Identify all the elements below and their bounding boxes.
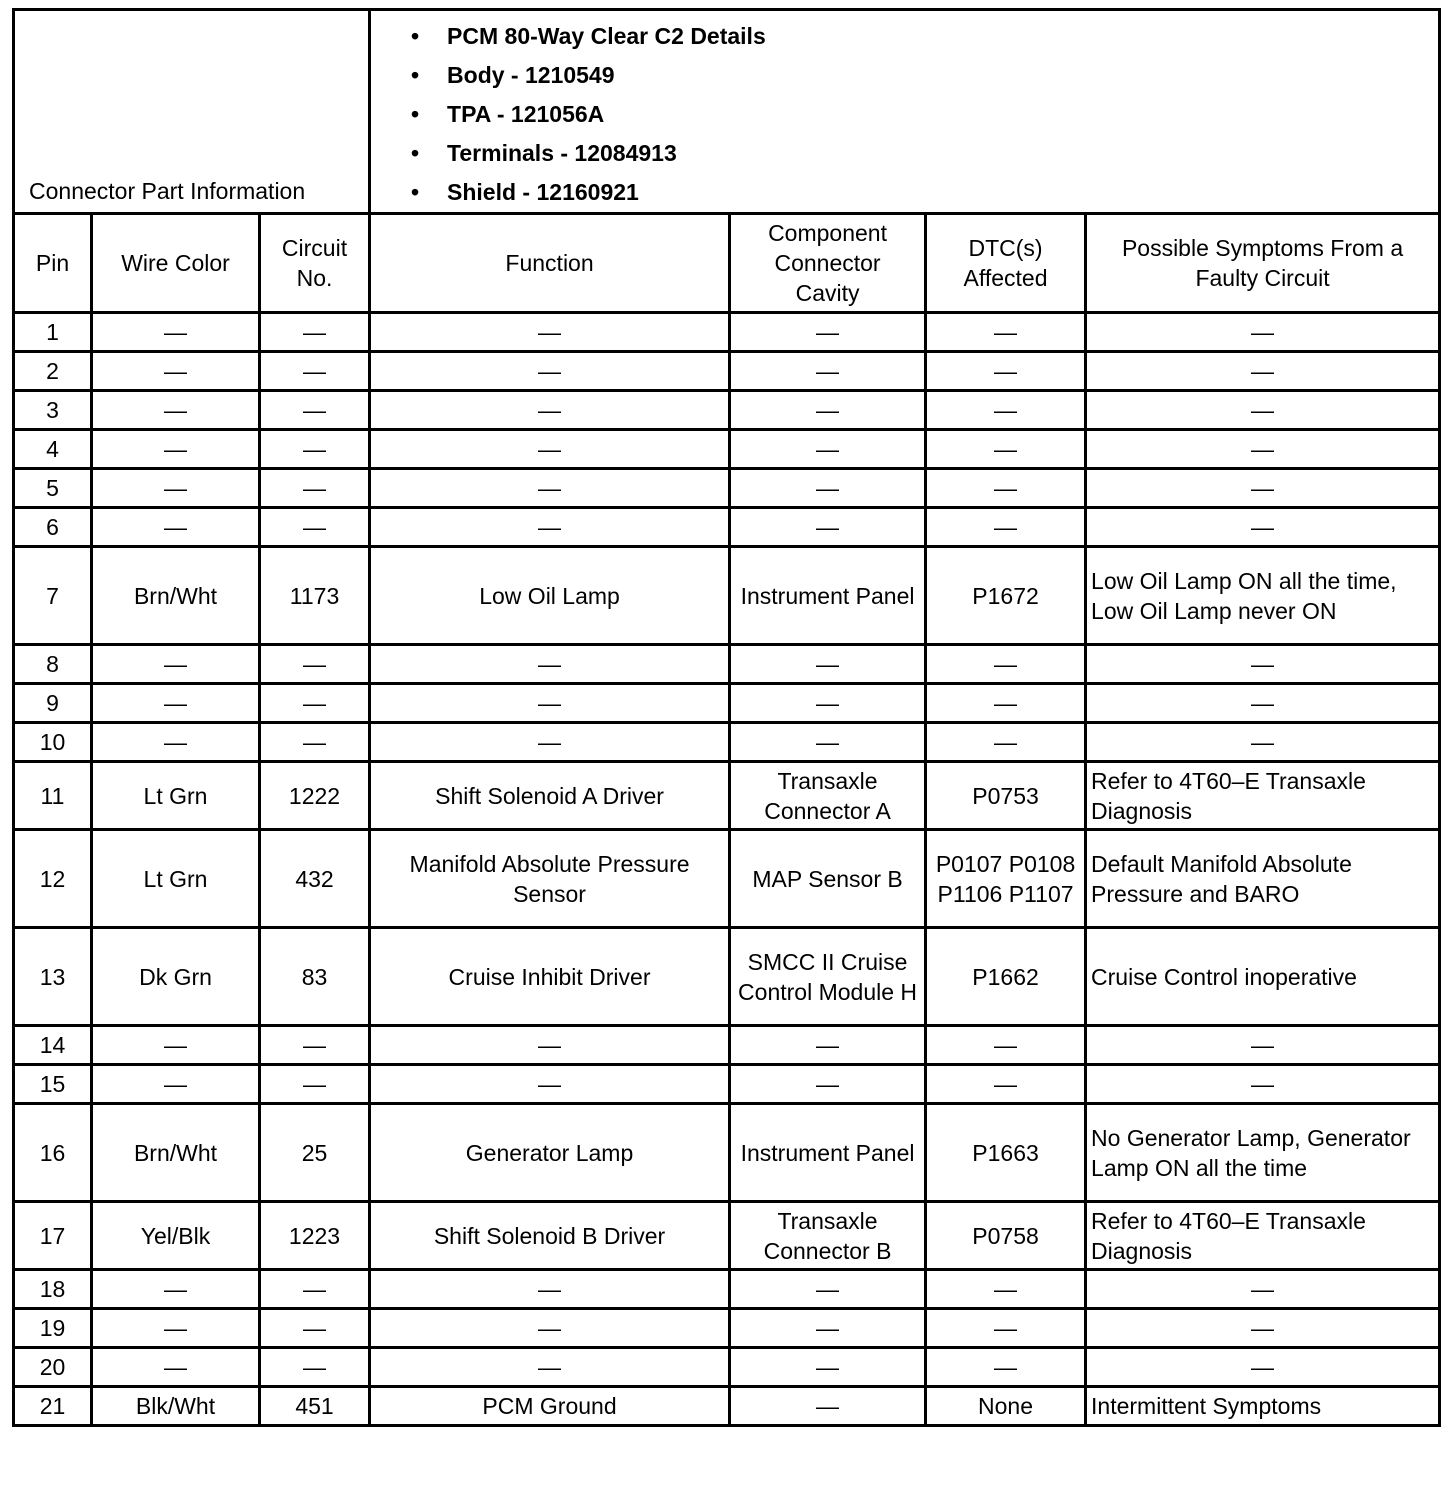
- circuit-cell: —: [260, 1348, 370, 1387]
- function-cell: Shift Solenoid B Driver: [370, 1202, 730, 1270]
- function-cell: —: [370, 723, 730, 762]
- circuit-cell: 432: [260, 830, 370, 928]
- table-row: [14, 547, 1440, 645]
- table-row: [14, 762, 1440, 830]
- circuit-cell: —: [260, 430, 370, 469]
- dtc-cell: P1662: [926, 928, 1086, 1026]
- col-header-function: Function: [370, 214, 730, 313]
- symptoms-cell: Default Manifold Absolute Pressure and BARO: [1086, 830, 1440, 928]
- wire-color-cell: —: [92, 1309, 260, 1348]
- circuit-cell: 1223: [260, 1202, 370, 1270]
- function-cell: —: [370, 313, 730, 352]
- circuit-cell: 451: [260, 1387, 370, 1426]
- col-header-symptoms-line1: Possible Symptoms From a: [1121, 235, 1404, 261]
- wire-color-cell: —: [92, 684, 260, 723]
- function-cell: —: [370, 1065, 730, 1104]
- pin-cell: 1: [14, 313, 92, 352]
- column-header-row: [14, 214, 1440, 313]
- wire-color-cell: —: [92, 430, 260, 469]
- function-cell: —: [370, 1348, 730, 1387]
- table-row: [14, 1202, 1440, 1270]
- table-row: [14, 1387, 1440, 1426]
- pin-cell: 8: [14, 645, 92, 684]
- wire-color-cell: —: [92, 469, 260, 508]
- connector-info-row: [14, 10, 1440, 214]
- symptoms-cell: —: [1086, 723, 1440, 762]
- circuit-cell: 1222: [260, 762, 370, 830]
- symptoms-cell: —: [1086, 313, 1440, 352]
- function-cell: —: [370, 1309, 730, 1348]
- function-cell: Shift Solenoid A Driver: [370, 762, 730, 830]
- wire-color-cell: Brn/Wht: [92, 1104, 260, 1202]
- cavity-cell: —: [730, 1387, 926, 1426]
- circuit-cell: —: [260, 1026, 370, 1065]
- dtc-cell: —: [926, 723, 1086, 762]
- cavity-cell: —: [730, 430, 926, 469]
- dtc-cell: —: [926, 352, 1086, 391]
- dtc-cell: —: [926, 1065, 1086, 1104]
- pin-cell: 5: [14, 469, 92, 508]
- cavity-cell: —: [730, 313, 926, 352]
- circuit-cell: —: [260, 508, 370, 547]
- dtc-cell: —: [926, 313, 1086, 352]
- wire-color-cell: Lt Grn: [92, 762, 260, 830]
- col-header-dtc-line2: Affected: [963, 265, 1048, 291]
- col-header-circuit-line1: Circuit: [281, 235, 348, 261]
- dtc-cell: —: [926, 508, 1086, 547]
- symptoms-cell: —: [1086, 469, 1440, 508]
- wire-color-cell: —: [92, 352, 260, 391]
- pin-cell: 7: [14, 547, 92, 645]
- cavity-cell: —: [730, 508, 926, 547]
- function-cell: PCM Ground: [370, 1387, 730, 1426]
- symptoms-cell: —: [1086, 1348, 1440, 1387]
- col-header-cavity-line1: Component: [768, 220, 887, 246]
- symptoms-cell: Refer to 4T60–E Transaxle Diagnosis: [1086, 1202, 1440, 1270]
- pin-cell: 19: [14, 1309, 92, 1348]
- connector-detail-item: • Terminals - 12084913: [411, 134, 1438, 173]
- dtc-cell: None: [926, 1387, 1086, 1426]
- table-row: [14, 645, 1440, 684]
- dtc-cell: —: [926, 1348, 1086, 1387]
- table-row: [14, 1026, 1440, 1065]
- wire-color-cell: —: [92, 1348, 260, 1387]
- col-header-wire-color: Wire Color: [92, 214, 260, 313]
- cavity-cell: —: [730, 1270, 926, 1309]
- circuit-cell: —: [260, 391, 370, 430]
- pin-cell: 9: [14, 684, 92, 723]
- col-header-circuit: [260, 214, 370, 313]
- dtc-cell: —: [926, 1026, 1086, 1065]
- table-row: [14, 1065, 1440, 1104]
- pin-cell: 6: [14, 508, 92, 547]
- dtc-cell: P1663: [926, 1104, 1086, 1202]
- symptoms-cell: Low Oil Lamp ON all the time, Low Oil Lamp never ON: [1086, 547, 1440, 645]
- wire-color-cell: Blk/Wht: [92, 1387, 260, 1426]
- table-row: [14, 1270, 1440, 1309]
- cavity-cell: —: [730, 391, 926, 430]
- dtc-cell: —: [926, 391, 1086, 430]
- dtc-cell: P0107 P0108 P1106 P1107: [926, 830, 1086, 928]
- cavity-cell: Transaxle Connector A: [730, 762, 926, 830]
- symptoms-cell: —: [1086, 1065, 1440, 1104]
- dtc-cell: —: [926, 684, 1086, 723]
- symptoms-cell: —: [1086, 352, 1440, 391]
- col-header-dtc-line1: DTC(s): [968, 235, 1043, 261]
- circuit-cell: —: [260, 1270, 370, 1309]
- function-cell: —: [370, 430, 730, 469]
- cavity-cell: —: [730, 684, 926, 723]
- dtc-cell: P0758: [926, 1202, 1086, 1270]
- function-cell: —: [370, 1270, 730, 1309]
- symptoms-cell: Intermittent Symptoms: [1086, 1387, 1440, 1426]
- dtc-cell: —: [926, 430, 1086, 469]
- function-cell: —: [370, 645, 730, 684]
- symptoms-cell: —: [1086, 391, 1440, 430]
- function-cell: —: [370, 684, 730, 723]
- col-header-symptoms-line2: Faulty Circuit: [1195, 265, 1330, 291]
- connector-detail-item: • PCM 80-Way Clear C2 Details: [411, 17, 1438, 56]
- pin-cell: 10: [14, 723, 92, 762]
- function-cell: —: [370, 508, 730, 547]
- connector-pinout-table: [12, 8, 1441, 1427]
- pin-cell: 21: [14, 1387, 92, 1426]
- function-cell: Manifold Absolute Pressure Sensor: [370, 830, 730, 928]
- circuit-cell: 1173: [260, 547, 370, 645]
- table-row: [14, 1104, 1440, 1202]
- table-row: [14, 723, 1440, 762]
- cavity-cell: —: [730, 1348, 926, 1387]
- table-row: [14, 684, 1440, 723]
- cavity-cell: Transaxle Connector B: [730, 1202, 926, 1270]
- wire-color-cell: —: [92, 645, 260, 684]
- cavity-cell: —: [730, 1065, 926, 1104]
- pin-cell: 14: [14, 1026, 92, 1065]
- connector-detail-item: • Shield - 12160921: [411, 173, 1438, 212]
- function-cell: —: [370, 352, 730, 391]
- dtc-cell: —: [926, 469, 1086, 508]
- symptoms-cell: —: [1086, 1026, 1440, 1065]
- wire-color-cell: —: [92, 391, 260, 430]
- col-header-circuit-line2: No.: [296, 265, 333, 291]
- pin-cell: 11: [14, 762, 92, 830]
- dtc-cell: —: [926, 1270, 1086, 1309]
- symptoms-cell: —: [1086, 1270, 1440, 1309]
- symptoms-cell: —: [1086, 508, 1440, 547]
- pin-cell: 18: [14, 1270, 92, 1309]
- connector-detail-item: • Body - 1210549: [411, 56, 1438, 95]
- cavity-cell: —: [730, 1026, 926, 1065]
- wire-color-cell: —: [92, 1026, 260, 1065]
- wire-color-cell: —: [92, 1065, 260, 1104]
- pin-cell: 15: [14, 1065, 92, 1104]
- col-header-cavity: [730, 214, 926, 313]
- symptoms-cell: No Generator Lamp, Generator Lamp ON all the time: [1086, 1104, 1440, 1202]
- pinout-rows: [14, 313, 1440, 1426]
- cavity-cell: SMCC II Cruise Control Module H: [730, 928, 926, 1026]
- col-header-symptoms: [1086, 214, 1440, 313]
- wire-color-cell: Yel/Blk: [92, 1202, 260, 1270]
- function-cell: Cruise Inhibit Driver: [370, 928, 730, 1026]
- pin-cell: 2: [14, 352, 92, 391]
- cavity-cell: —: [730, 645, 926, 684]
- cavity-cell: MAP Sensor B: [730, 830, 926, 928]
- wire-color-cell: Dk Grn: [92, 928, 260, 1026]
- circuit-cell: —: [260, 1065, 370, 1104]
- cavity-cell: Instrument Panel: [730, 1104, 926, 1202]
- pin-cell: 13: [14, 928, 92, 1026]
- circuit-cell: —: [260, 313, 370, 352]
- col-header-cavity-line2: Connector: [774, 250, 881, 276]
- wire-color-cell: —: [92, 723, 260, 762]
- table-row: [14, 830, 1440, 928]
- col-header-cavity-line3: Cavity: [795, 280, 860, 306]
- connector-part-info-label: Connector Part Information: [14, 10, 370, 214]
- dtc-cell: P0753: [926, 762, 1086, 830]
- circuit-cell: —: [260, 469, 370, 508]
- circuit-cell: —: [260, 684, 370, 723]
- wire-color-cell: —: [92, 508, 260, 547]
- cavity-cell: Instrument Panel: [730, 547, 926, 645]
- circuit-cell: 25: [260, 1104, 370, 1202]
- circuit-cell: 83: [260, 928, 370, 1026]
- function-cell: Generator Lamp: [370, 1104, 730, 1202]
- pin-cell: 12: [14, 830, 92, 928]
- circuit-cell: —: [260, 723, 370, 762]
- col-header-pin: Pin: [14, 214, 92, 313]
- dtc-cell: P1672: [926, 547, 1086, 645]
- wire-color-cell: —: [92, 313, 260, 352]
- table-row: [14, 430, 1440, 469]
- pin-cell: 20: [14, 1348, 92, 1387]
- circuit-cell: —: [260, 352, 370, 391]
- pin-cell: 17: [14, 1202, 92, 1270]
- function-cell: —: [370, 469, 730, 508]
- table-row: [14, 352, 1440, 391]
- wire-color-cell: Lt Grn: [92, 830, 260, 928]
- symptoms-cell: Refer to 4T60–E Transaxle Diagnosis: [1086, 762, 1440, 830]
- wire-color-cell: Brn/Wht: [92, 547, 260, 645]
- symptoms-cell: —: [1086, 684, 1440, 723]
- function-cell: Low Oil Lamp: [370, 547, 730, 645]
- cavity-cell: —: [730, 1309, 926, 1348]
- dtc-cell: —: [926, 1309, 1086, 1348]
- wire-color-cell: —: [92, 1270, 260, 1309]
- symptoms-cell: —: [1086, 1309, 1440, 1348]
- pin-cell: 3: [14, 391, 92, 430]
- circuit-cell: —: [260, 645, 370, 684]
- cavity-cell: —: [730, 469, 926, 508]
- circuit-cell: —: [260, 1309, 370, 1348]
- pin-cell: 4: [14, 430, 92, 469]
- table-row: [14, 313, 1440, 352]
- col-header-dtc: [926, 214, 1086, 313]
- function-cell: —: [370, 1026, 730, 1065]
- function-cell: —: [370, 391, 730, 430]
- table-row: [14, 469, 1440, 508]
- connector-detail-item: • TPA - 121056A: [411, 95, 1438, 134]
- connector-details-list: [411, 17, 1438, 212]
- symptoms-cell: —: [1086, 645, 1440, 684]
- connector-details-cell: [370, 10, 1440, 214]
- table-row: [14, 391, 1440, 430]
- table-row: [14, 1348, 1440, 1387]
- table-row: [14, 928, 1440, 1026]
- symptoms-cell: Cruise Control inoperative: [1086, 928, 1440, 1026]
- cavity-cell: —: [730, 352, 926, 391]
- symptoms-cell: —: [1086, 430, 1440, 469]
- cavity-cell: —: [730, 723, 926, 762]
- dtc-cell: —: [926, 645, 1086, 684]
- table-row: [14, 508, 1440, 547]
- pin-cell: 16: [14, 1104, 92, 1202]
- table-row: [14, 1309, 1440, 1348]
